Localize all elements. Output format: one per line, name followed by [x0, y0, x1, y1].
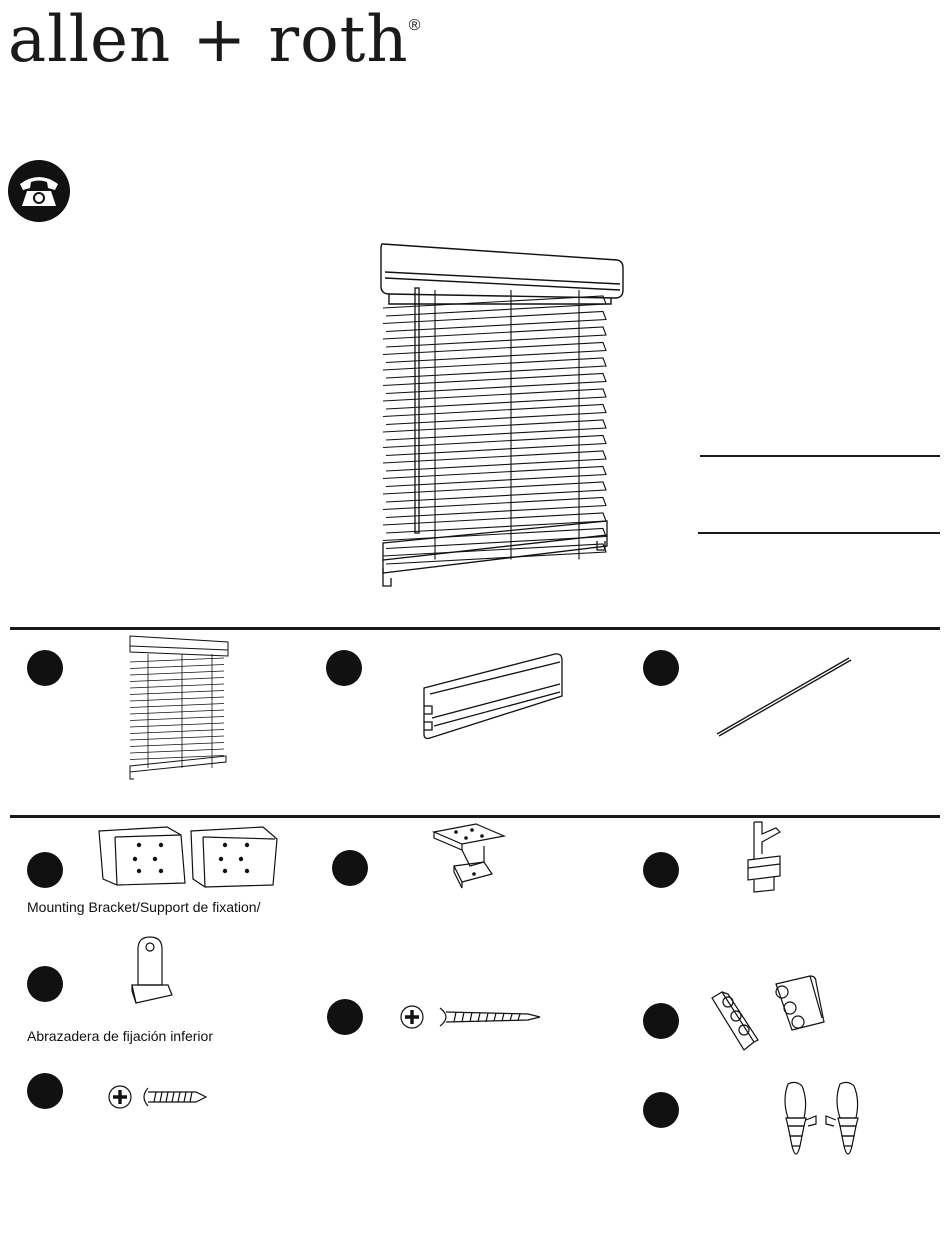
blind-illustration — [375, 238, 630, 593]
registered-mark: ® — [408, 17, 422, 34]
short-screw-illustration — [108, 1084, 208, 1110]
divider-line — [698, 532, 940, 534]
valance-illustration — [420, 648, 565, 743]
mounting-bracket-label: Mounting Bracket/Support de fixation/ — [27, 899, 261, 915]
blind-slat — [130, 678, 224, 682]
part-marker — [27, 650, 63, 686]
brand-logo — [8, 3, 422, 77]
part-marker — [27, 852, 63, 888]
extension-bracket-illustration — [426, 822, 508, 892]
part-marker — [643, 1092, 679, 1128]
part-marker — [326, 650, 362, 686]
blind-slat — [130, 723, 224, 727]
blind-thumbnail — [124, 634, 236, 782]
blind-slat — [130, 691, 224, 695]
valance-clip-illustration — [740, 820, 790, 896]
blind-slat — [130, 684, 224, 688]
blind-slat — [130, 717, 224, 721]
hold-down-bracket-label: Abrazadera de fijación inferior — [27, 1028, 213, 1044]
part-marker — [327, 999, 363, 1035]
blind-slat — [130, 671, 224, 675]
blind-slat — [130, 743, 224, 747]
cord-lock-illustration — [706, 972, 834, 1058]
tilt-wand-illustration — [714, 655, 854, 737]
section-divider — [10, 815, 940, 818]
long-screw-illustration — [400, 1004, 542, 1030]
part-marker — [332, 850, 368, 886]
blind-slat — [130, 658, 224, 662]
hold-down-bracket-illustration — [128, 935, 176, 1007]
logo-text: allen + roth — [8, 3, 409, 77]
blind-slat — [130, 665, 224, 669]
section-divider — [10, 627, 940, 630]
blind-slat — [130, 697, 224, 701]
part-marker — [27, 1073, 63, 1109]
part-marker — [643, 852, 679, 888]
part-marker — [27, 966, 63, 1002]
blind-slat — [130, 730, 224, 734]
tassel-illustration — [776, 1080, 864, 1168]
telephone-icon — [8, 160, 70, 222]
part-marker — [643, 1003, 679, 1039]
mounting-bracket-illustration — [95, 823, 280, 889]
part-marker — [643, 650, 679, 686]
blind-slat — [130, 749, 224, 753]
blind-slat — [130, 704, 224, 708]
blind-slat — [130, 710, 224, 714]
blind-slat — [130, 736, 224, 740]
divider-line — [700, 455, 940, 457]
